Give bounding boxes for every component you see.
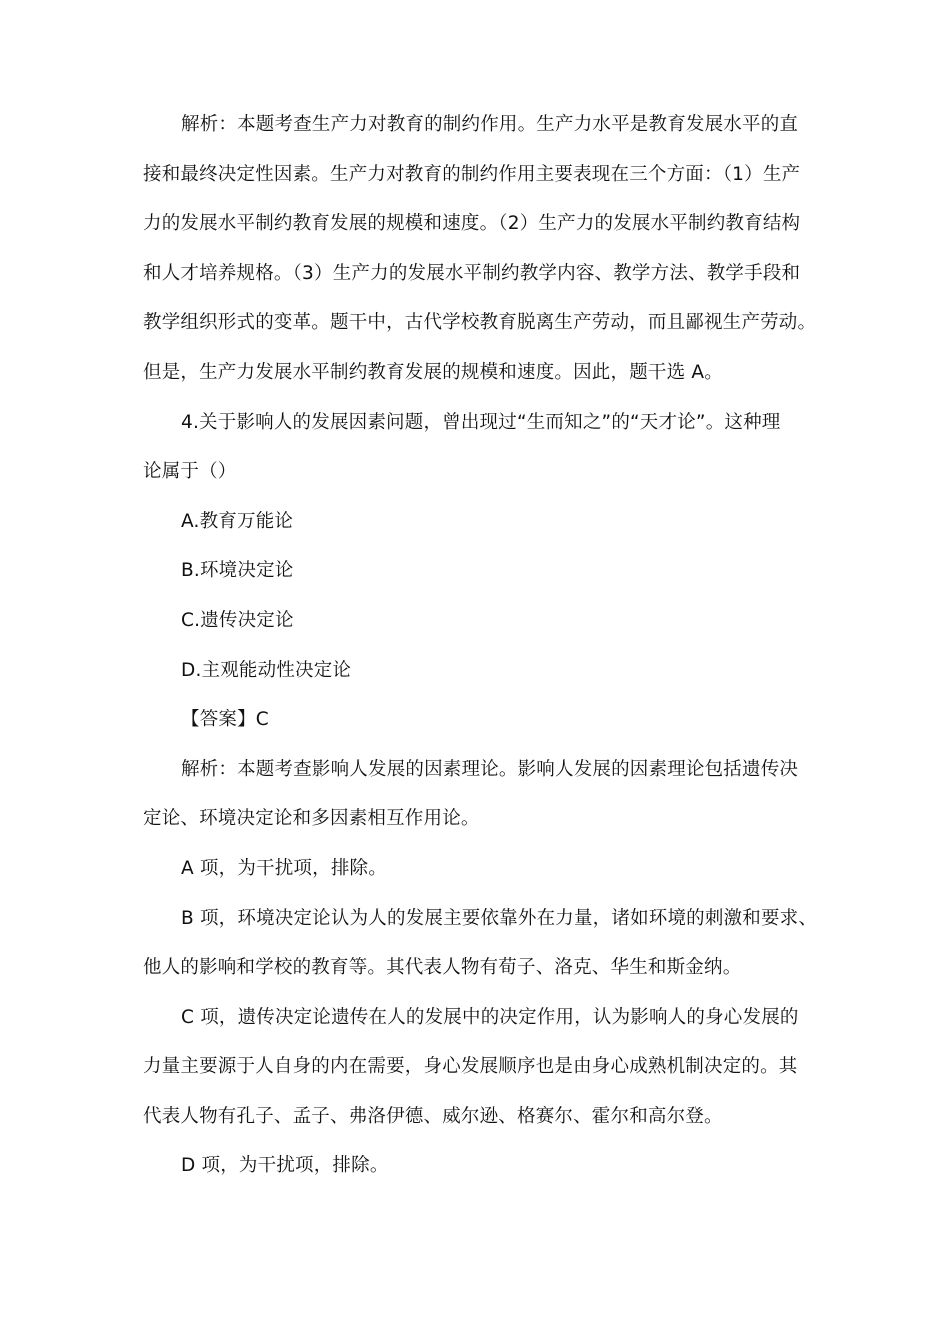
- option-d: D.主观能动性决定论: [181, 659, 352, 681]
- explanation-line: 定论、环境决定论和多因素相互作用论。: [143, 808, 480, 830]
- previous-explanation: [143, 100, 815, 398]
- page-content: [143, 100, 818, 1191]
- text-line: 力的发展水平制约教育发展的规模和速度。（2）生产力的发展水平制约教育结构: [143, 213, 801, 235]
- question-4: [143, 398, 815, 745]
- explanation-item-c-line: 力量主要源于人自身的内在需要，身心发展顺序也是由身心成熟机制决定的。其: [143, 1056, 798, 1078]
- question-stem-line: 4.关于影响人的发展因素问题，曾出现过“生而知之”的“天才论”。这种理: [181, 411, 781, 433]
- explanation-line: 解析：本题考查影响人发展的因素理论。影响人发展的因素理论包括遗传决: [181, 758, 799, 780]
- explanation-item-b-line: B 项，环境决定论认为人的发展主要依靠外在力量，诸如环境的刺激和要求、: [181, 907, 818, 929]
- text-line: 教学组织形式的变革。题干中，古代学校教育脱离生产劳动，而且鄙视生产劳动。: [143, 312, 817, 334]
- option-a: A.教育万能论: [181, 510, 294, 532]
- option-c: C.遗传决定论: [181, 609, 294, 631]
- text-line: 接和最终决定性因素。生产力对教育的制约作用主要表现在三个方面：（1）生产: [143, 163, 801, 185]
- explanation-item-b-line: 他人的影响和学校的教育等。其代表人物有荀子、洛克、华生和斯金纳。: [143, 957, 742, 979]
- answer-explanation: [143, 745, 818, 1191]
- explanation-item-d: D 项，为干扰项，排除。: [181, 1155, 389, 1177]
- explanation-item-c-line: 代表人物有孔子、孟子、弗洛伊德、威尔逊、格赛尔、霍尔和高尔登。: [143, 1105, 723, 1127]
- option-b: B.环境决定论: [181, 560, 294, 582]
- text-line: 解析：本题考查生产力对教育的制约作用。生产力水平是教育发展水平的直: [181, 114, 799, 135]
- explanation-item-c-line: C 项，遗传决定论遗传在人的发展中的决定作用，认为影响人的身心发展的: [181, 1006, 799, 1028]
- answer-line: 【答案】C: [181, 709, 269, 731]
- question-stem-line: 论属于（）: [143, 461, 237, 483]
- text-line: 和人才培养规格。（3）生产力的发展水平制约教学内容、教学方法、教学手段和: [143, 262, 801, 284]
- explanation-item-a: A 项，为干扰项，排除。: [181, 857, 387, 879]
- text-line: 但是，生产力发展水平制约教育发展的规模和速度。因此，题干选 A。: [143, 361, 723, 383]
